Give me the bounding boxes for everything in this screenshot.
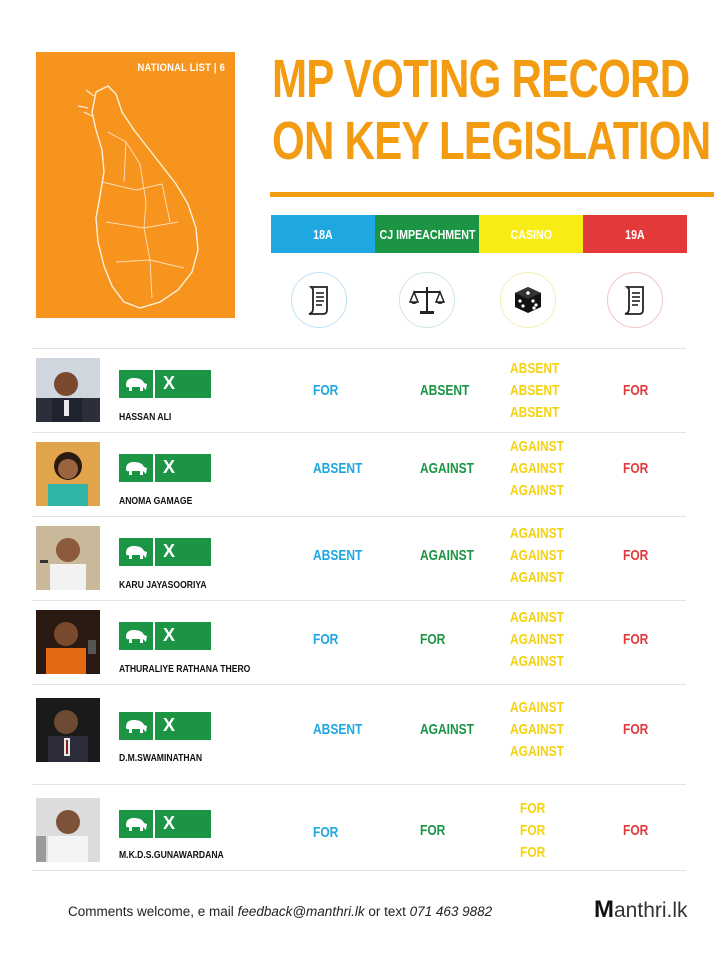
mp-photo	[36, 358, 100, 422]
manthri-logo[interactable]: Manthri.lk	[594, 896, 688, 923]
mp-photo	[36, 610, 100, 674]
row-divider	[32, 348, 686, 349]
vote-19a: FOR	[623, 547, 649, 564]
mp-photo	[36, 526, 100, 590]
vote-18a: ABSENT	[313, 547, 363, 564]
vote-cj-impeachment: AGAINST	[420, 547, 474, 564]
party-mark: X	[155, 622, 211, 650]
vote-cj-impeachment: ABSENT	[420, 382, 470, 399]
sri-lanka-map	[66, 72, 216, 322]
table-row	[32, 690, 686, 782]
mp-name: KARU JAYASOORIYA	[119, 579, 207, 591]
party-badge	[119, 810, 211, 838]
vote-casino: FOR FOR FOR	[520, 800, 546, 861]
vote-cj-impeachment: FOR	[420, 631, 446, 648]
column-header-casino: CASINO	[479, 215, 583, 253]
vote-19a: FOR	[623, 631, 649, 648]
row-divider	[32, 432, 686, 433]
table-row	[32, 436, 686, 516]
logo-check-mark: M	[594, 896, 614, 923]
party-badge	[119, 454, 211, 482]
phone-number: 071 463 9882	[409, 904, 493, 919]
row-divider	[32, 784, 686, 785]
mp-photo	[36, 442, 100, 506]
row-divider	[32, 870, 686, 871]
mp-photo	[36, 798, 100, 862]
vote-19a: FOR	[623, 460, 649, 477]
vote-19a: FOR	[623, 721, 649, 738]
document-icon	[607, 272, 663, 328]
elephant-icon	[119, 538, 153, 566]
vote-18a: ABSENT	[313, 460, 363, 477]
document-icon	[291, 272, 347, 328]
party-mark: X	[155, 810, 211, 838]
mp-name: M.K.D.S.GUNAWARDANA	[119, 849, 224, 861]
column-header-19a: 19A	[583, 215, 687, 253]
mp-name: ATHURALIYE RATHANA THERO	[119, 663, 251, 675]
vote-18a: FOR	[313, 382, 339, 399]
party-mark: X	[155, 370, 211, 398]
vote-18a: FOR	[313, 631, 339, 648]
column-header-cj-impeachment: CJ IMPEACHMENT	[375, 215, 479, 253]
table-row	[32, 792, 686, 870]
map-panel	[36, 52, 235, 318]
party-mark: X	[155, 454, 211, 482]
vote-19a: FOR	[623, 382, 649, 399]
party-badge	[119, 538, 211, 566]
table-row	[32, 352, 686, 432]
title-line-1: MP VOTING RECORD	[272, 49, 690, 109]
elephant-icon	[119, 712, 153, 740]
vote-19a: FOR	[623, 822, 649, 839]
vote-18a: ABSENT	[313, 721, 363, 738]
party-badge	[119, 712, 211, 740]
elephant-icon	[119, 454, 153, 482]
row-divider	[32, 600, 686, 601]
mp-name: HASSAN ALI	[119, 411, 172, 423]
title-rule	[270, 192, 714, 197]
elephant-icon	[119, 370, 153, 398]
scales-icon	[399, 272, 455, 328]
party-badge	[119, 622, 211, 650]
mp-name: D.M.SWAMINATHAN	[119, 752, 203, 764]
table-row	[32, 604, 686, 684]
vote-18a: FOR	[313, 824, 339, 841]
page-title	[272, 48, 711, 172]
vote-cj-impeachment: FOR	[420, 822, 446, 839]
dice-icon	[500, 272, 556, 328]
vote-casino: AGAINST AGAINST AGAINST	[510, 438, 564, 499]
party-mark: X	[155, 538, 211, 566]
elephant-icon	[119, 810, 153, 838]
column-header-18a: 18A	[271, 215, 375, 253]
vote-cj-impeachment: AGAINST	[420, 721, 474, 738]
map-label: NATIONAL LIST | 6	[137, 62, 225, 74]
row-divider	[32, 516, 686, 517]
party-mark: X	[155, 712, 211, 740]
elephant-icon	[119, 622, 153, 650]
vote-casino: AGAINST AGAINST AGAINST	[510, 609, 564, 670]
mp-name: ANOMA GAMAGE	[119, 495, 193, 507]
vote-cj-impeachment: AGAINST	[420, 460, 474, 477]
vote-casino: ABSENT ABSENT ABSENT	[510, 360, 560, 421]
vote-casino: AGAINST AGAINST AGAINST	[510, 699, 564, 760]
party-badge	[119, 370, 211, 398]
table-row	[32, 520, 686, 600]
title-line-2: ON KEY LEGISLATION	[272, 111, 711, 171]
feedback-email[interactable]: feedback@manthri.lk	[237, 904, 365, 919]
mp-photo	[36, 698, 100, 762]
footer-note: Comments welcome, e mail feedback@manthri.lk or text 071 463 9882	[68, 904, 493, 919]
row-divider	[32, 684, 686, 685]
vote-casino: AGAINST AGAINST AGAINST	[510, 525, 564, 586]
